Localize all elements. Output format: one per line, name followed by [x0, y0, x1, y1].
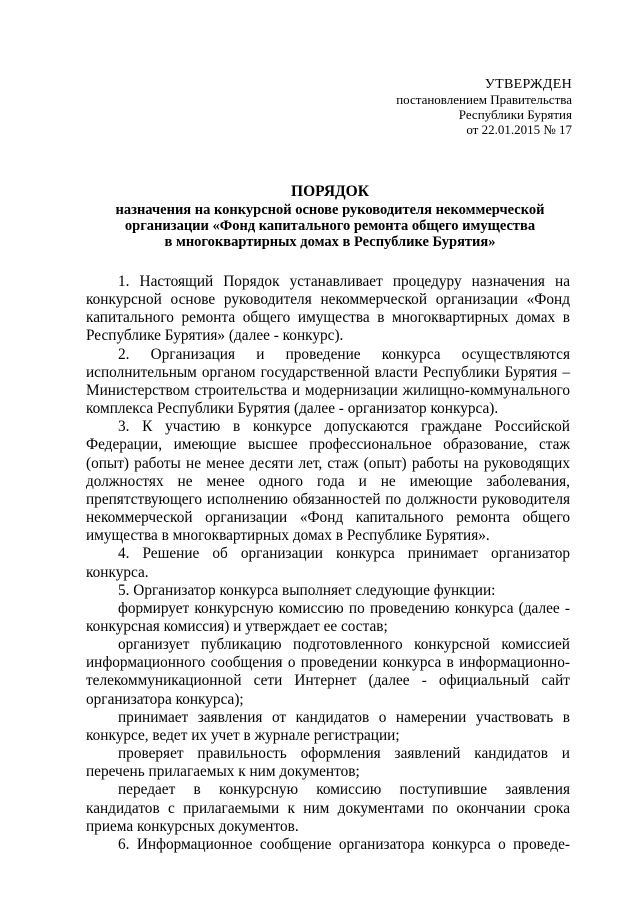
paragraph: принимает заявления от кандидатов о намерении участвовать в конкурсе, ведет их учет в журнале регистрации; — [86, 708, 570, 744]
approval-line: постановлением Правительства — [396, 92, 572, 107]
title-subtitle-line: назначения на конкурсной основе руководителя некоммерческой — [115, 202, 545, 218]
approval-heading: УТВЕРЖДЕН — [484, 77, 572, 92]
paragraph: 2. Организация и проведение конкурса осуществляются исполнительным органом государственной власти Республики Бурятия – Министерством строительства и модернизации жилищно-коммунального комплекса Республики Бурятия (далее - организатор конкурса). — [86, 345, 570, 418]
paragraph: 1. Настоящий Порядок устанавливает процедуру назначения на конкурсной основе руководителя некоммерческой организации «Фонд капитального ремонта общего имущества в многоквартирных домах в Республике Бурятия» (далее - конкурс). — [86, 273, 570, 345]
title-subtitle-line: в многоквартирных домах в Республике Бурятия» — [164, 234, 496, 250]
approval-date: от 22.01.2015 № 17 — [466, 122, 572, 137]
paragraph: 4. Решение об организации конкурса принимает организатор конкурса. — [86, 545, 570, 581]
title-subtitle-line: организации «Фонд капитального ремонта общего имущества — [124, 218, 536, 234]
paragraph: 3. К участию в конкурсе допускаются граждане Российской Федерации, имеющие высшее профессиональное образование, стаж (опыт) работы не менее десяти лет, стаж (опыт) работы на руководящих должностях не менее одного года и не имеющие заболевания, препятствующего исполнению обязанностей по должности руководителя некоммерческой организации «Фонд капитального ремонта общего имущества в многоквартирных домах в Республике Бурятия». — [86, 418, 570, 545]
paragraph: формирует конкурсную комиссию по проведению конкурса (далее - конкурсная комиссия) и утверждает ее состав; — [86, 599, 570, 635]
paragraph: организует публикацию подготовленного конкурсной комиссией информационного сообщения о проведении конкурса в информационно-телекоммуникационной сети Интернет (далее - официальный сайт организатора конкурса); — [86, 636, 570, 708]
paragraph: передает в конкурсную комиссию поступившие заявления кандидатов с прилагаемыми к ним документами по окончании срока приема конкурсных документов. — [86, 781, 570, 835]
paragraph: проверяет правильность оформления заявлений кандидатов и перечень прилагаемых к ним документов; — [86, 745, 570, 781]
document-title — [80, 184, 580, 250]
document-body — [86, 273, 570, 854]
title-main: ПОРЯДОК — [291, 183, 369, 200]
approval-stamp — [396, 77, 572, 137]
approval-line: Республики Бурятия — [458, 107, 572, 122]
paragraph: 5. Организатор конкурса выполняет следующие функции: — [118, 581, 496, 599]
paragraph: 6. Информационное сообщение организатора конкурса о проведе- — [118, 835, 570, 853]
